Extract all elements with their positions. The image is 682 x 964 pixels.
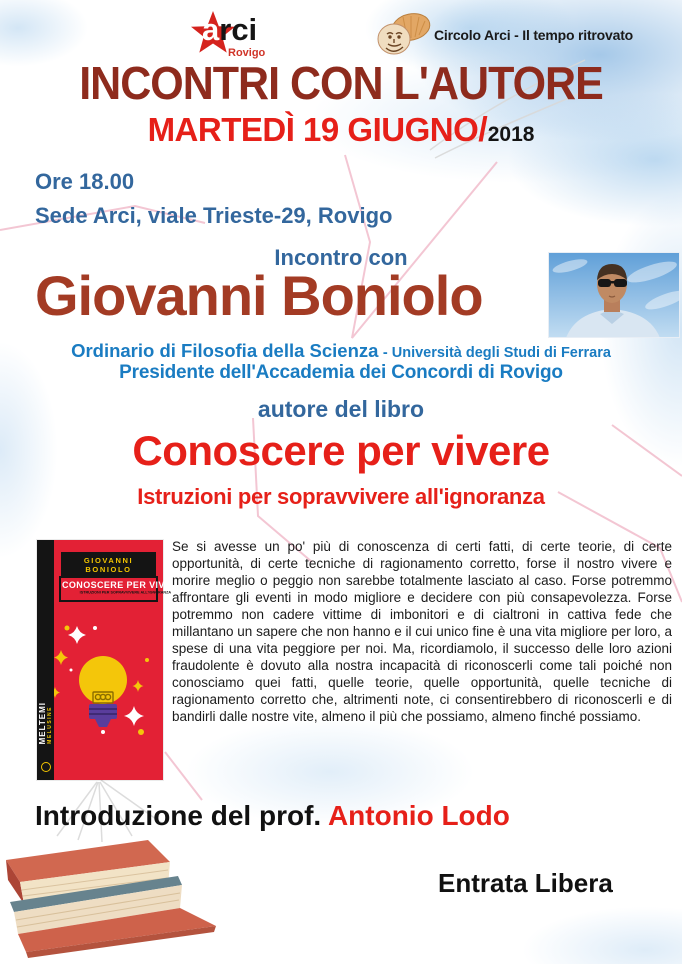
book-spine	[37, 540, 54, 780]
author-role-1-sub: - Università degli Studi di Ferrara	[382, 345, 611, 361]
arci-wordmark	[202, 12, 257, 48]
books-illustration-icon	[0, 838, 225, 964]
event-date	[0, 111, 682, 150]
poster-title: INCONTRI CON L'AUTORE	[79, 58, 603, 110]
cover-title-box	[59, 576, 185, 602]
cover-title: CONOSCERE PER VIVERE	[62, 580, 185, 590]
arci-logo	[190, 10, 300, 64]
publisher-label: MELTEMI	[38, 701, 47, 744]
arci-city-label: Rovigo	[228, 47, 266, 59]
madeleine-logo-icon	[374, 8, 432, 60]
circolo-label: Circolo Arci - Il tempo ritrovato	[434, 27, 634, 43]
author-role-1-main: Ordinario di Filosofia della Scienza	[71, 340, 379, 361]
book-title: Conoscere per vivere	[132, 427, 550, 474]
event-date-slash: /	[478, 111, 488, 149]
event-date-main: MARTEDÌ 19 GIUGNO	[147, 111, 479, 148]
event-date-year: 2018	[487, 123, 535, 146]
event-time: Ore 18.00	[35, 169, 135, 194]
arci-letter-a: a	[202, 12, 220, 47]
book-lead-label: autore del libro	[257, 396, 425, 422]
book-cover	[37, 540, 185, 780]
author-role-2: Presidente dell'Accademia dei Concordi di Rovigo	[119, 362, 563, 383]
book-synopsis: Se si avesse un po' più di conoscenza di certi fatti, di certe teorie, di certe opportunità, di certe tecniche di ragionamento corretto, forse il nostro vivere e morire meglio o peggio non sarebbe totalmente lasciato al caso. Forse potremmo affrontare gli eventi in modo migliore e decidere con più consapevolezza. Forse potremmo non cadere vittime di imbonitori e di cialtroni in cattiva fede che millantano un sapere che non hanno e il cui unico fine è una vita migliore per loro, a spese di una vita peggiore per noi. Ma, ricordiamolo, il successo delle loro azioni fraudolente è dovuto alla nostra incapacità di riconoscerli come tali poiché non conosciamo quei fatti, quelle teorie, quelle opportunità, quelle tecniche di ragionamento corretto che, altrimenti note, ci consentirebbero di riconoscerli e di bandirli dalle nostre vite, almeno il più che possiamo, almeno finché possiamo.	[172, 539, 672, 724]
publisher-logo-icon	[41, 762, 51, 772]
event-venue: Sede Arci, viale Trieste-29, Rovigo	[35, 203, 393, 228]
introduction-prefix: Introduzione del prof.	[35, 800, 328, 831]
meeting-label: Incontro con	[274, 245, 408, 270]
free-entry-label: Entrata Libera	[438, 868, 613, 898]
book-subtitle: Istruzioni per sopravvivere all'ignoranza	[137, 484, 545, 509]
arci-letters-rci: rci	[219, 12, 258, 47]
introduction-line	[35, 800, 510, 832]
series-label: MELUSINE	[47, 706, 53, 744]
author-photo	[548, 252, 680, 338]
author-name: Giovanni Boniolo	[35, 264, 483, 327]
author-role-1	[0, 340, 682, 362]
cover-author: GIOVANNI BONIOLO	[61, 552, 156, 578]
introduction-name: Antonio Lodo	[327, 800, 510, 831]
cover-subtitle: ISTRUZIONI PER SOPRAVVIVERE ALL'IGNORANZA	[79, 591, 172, 595]
